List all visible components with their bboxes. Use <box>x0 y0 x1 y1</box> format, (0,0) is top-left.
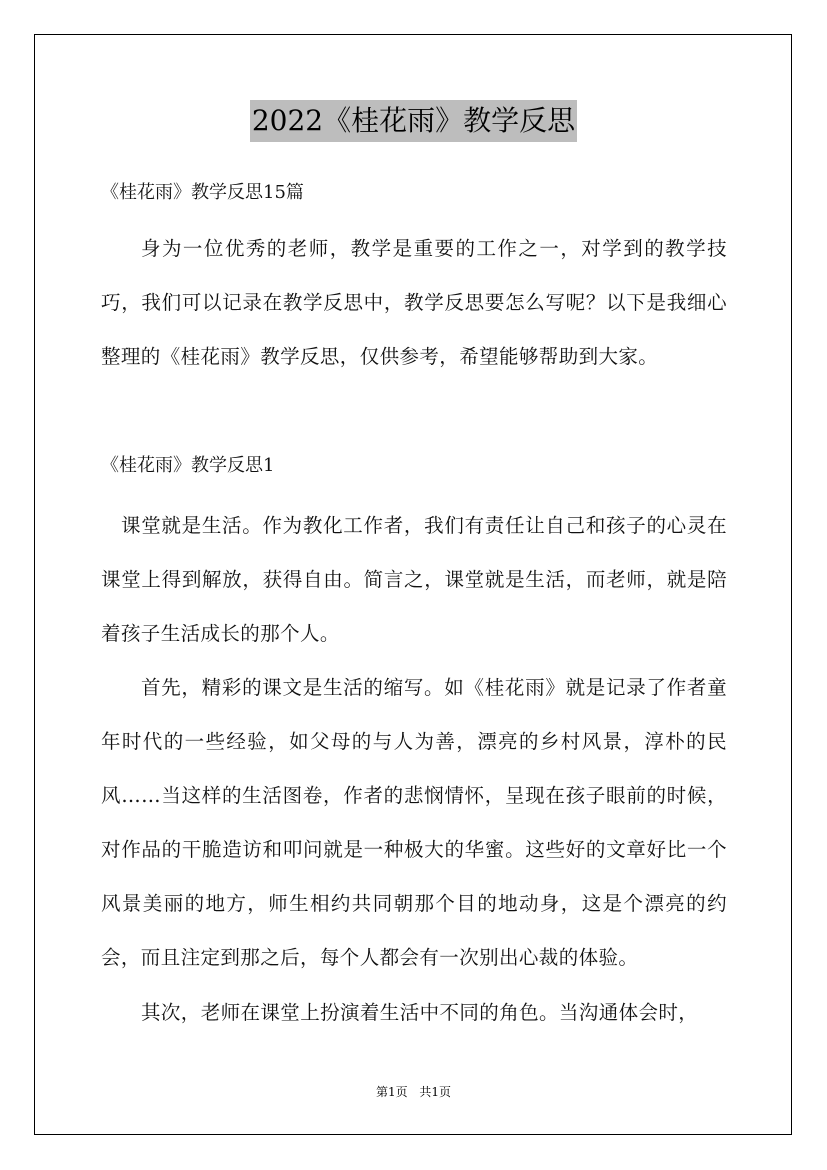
body-paragraph-2: 首先，精彩的课文是生活的缩写。如《桂花雨》就是记录了作者童年时代的一些经验，如父母的与人为善，漂亮的乡村风景，淳朴的民风……当这样的生活图卷，作者的悲悯情怀，呈现在孩子眼前的时候，对作品的干脆造访和叩问就是一种极大的华蜜。这些好的文章好比一个风景美丽的地方，师生相约共同朝那个目的地动身，这是个漂亮的约会，而且注定到那之后，每个人都会有一次别出心裁的体验。 <box>101 676 727 969</box>
body-paragraph-3: 其次，老师在课堂上扮演着生活中不同的角色。当沟通体会时， <box>141 1001 699 1024</box>
document-subtitle: 《桂花雨》教学反思15篇 <box>101 182 304 203</box>
title-container <box>0 100 827 142</box>
page-total: 共1页 <box>419 1085 452 1099</box>
body-paragraph-1: 课堂就是生活。作为教化工作者，我们有责任让自己和孩子的心灵在课堂上得到解放，获得自由。简言之，课堂就是生活，而老师，就是陪着孩子生活成长的那个人。 <box>101 514 727 645</box>
page-number: 第1页 <box>375 1085 408 1099</box>
page-title: 2022《桂花雨》教学反思 <box>250 100 577 142</box>
intro-paragraph: 身为一位优秀的老师，教学是重要的工作之一，对学到的教学技巧，我们可以记录在教学反思中，教学反思要怎么写呢？以下是我细心整理的《桂花雨》教学反思，仅供参考，希望能够帮助到大家。 <box>101 237 727 368</box>
page-footer <box>0 1083 827 1101</box>
section-heading: 《桂花雨》教学反思1 <box>101 455 275 476</box>
